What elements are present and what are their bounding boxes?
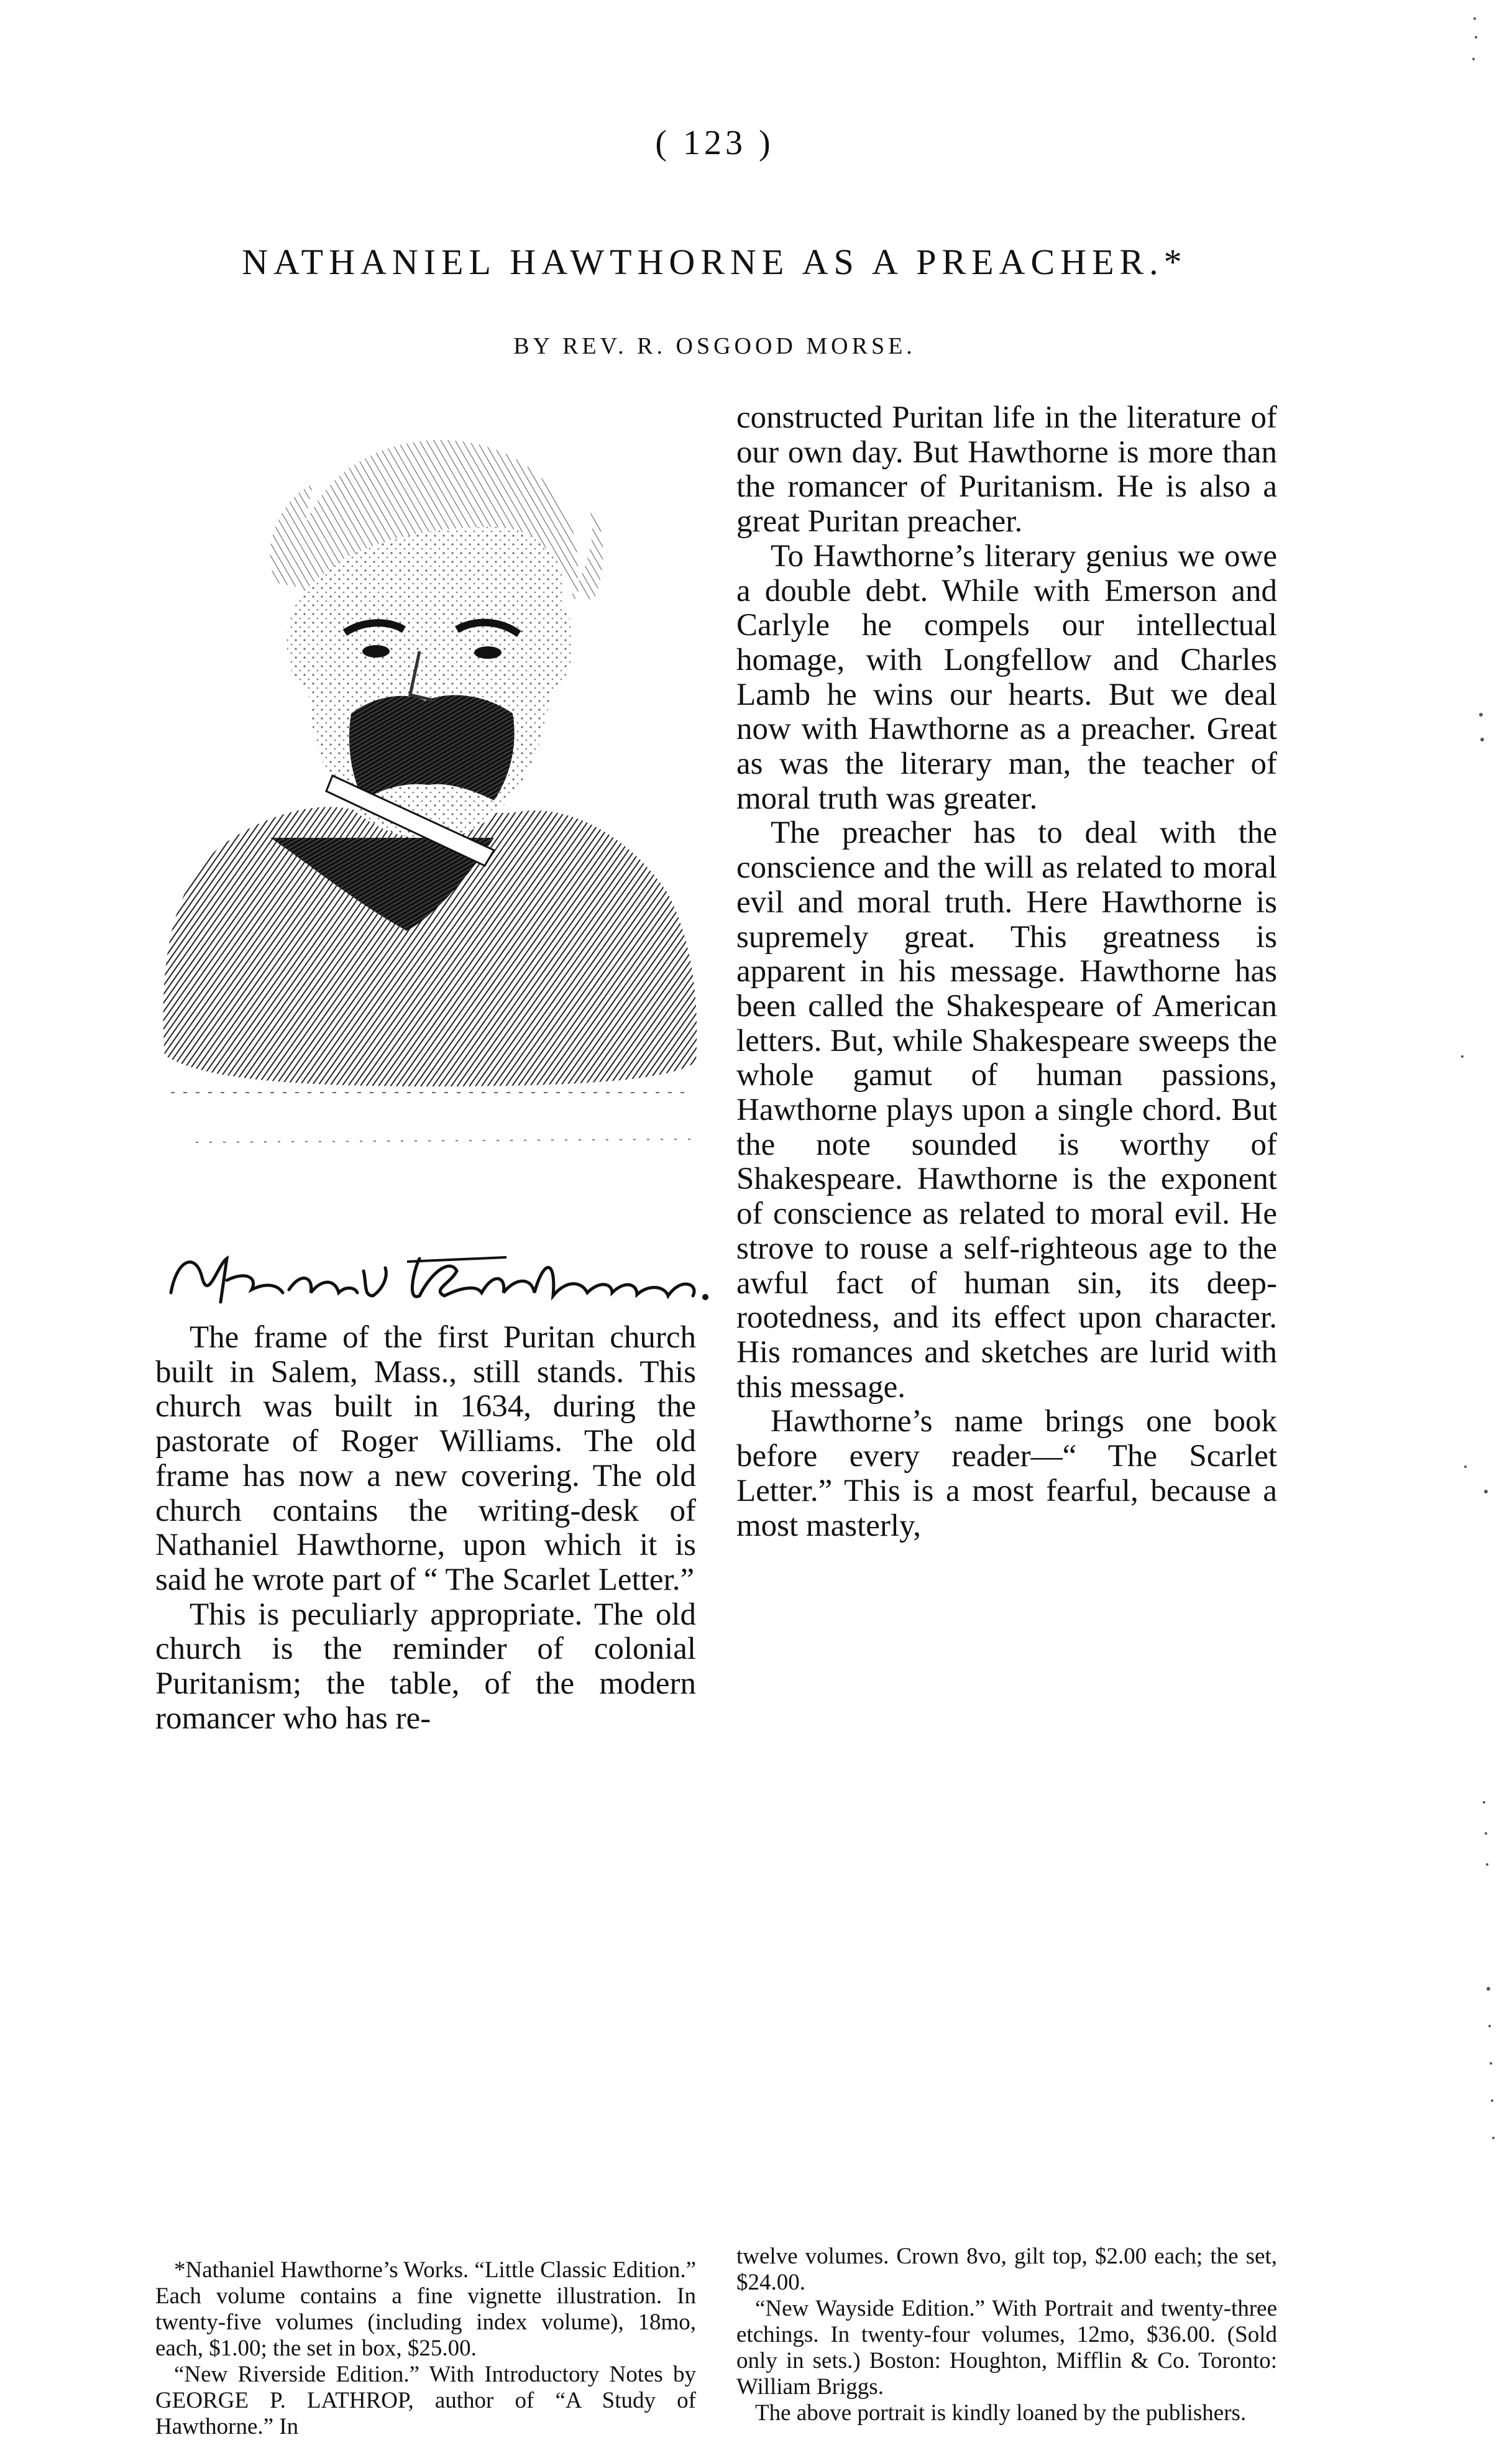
paragraph: This is peculiarly appropriate. The old church is the reminder of colonial Puritanism; the table, of the modern romancer who has re- xyxy=(155,1597,696,1736)
article-title: NATHANIEL HAWTHORNE AS A PREACHER.* xyxy=(242,242,1188,282)
paragraph: The preacher has to deal with the conscience and the will as related to moral evil and moral truth. Here Hawthorne is supremely great. This greatness is apparent in his message. Hawthorne has been called the Shakespeare of American letters. But, while Shakespeare sweeps the whole gamut of human passions, Hawthorne plays upon a single chord. But the note sounded is worthy of Shakespeare. Hawthorne is the exponent of conscience as related to moral evil. He strove to rouse a self-righteous age to the awful fact of human sin, its deep-rootedness, and its effect upon character. His romances and sketches are lurid with this message. xyxy=(736,815,1277,1405)
portrait-vignette xyxy=(163,440,697,1142)
footnote: “New Riverside Edition.” With Introductory Notes by GEORGE P. LATHROP, author of “A Study of Hawthorne.” In xyxy=(155,2362,696,2439)
paragraph: To Hawthorne’s literary genius we owe a double debt. While with Emerson and Carlyle he compels our intellectual homage, with Longfellow and Charles Lamb he wins our hearts. But we deal now with Hawthorne as a preacher. Great as was the literary man, the teacher of moral truth was greater. xyxy=(736,538,1277,816)
footnote: The above portrait is kindly loaned by the publishers. xyxy=(755,2400,1247,2426)
footnote: “New Wayside Edition.” With Portrait and twenty-three etchings. In twenty-four volumes, 12mo, $36.00. (Sold only in sets.) Boston: Houghton, Mifflin & Co. Toronto: William Briggs. xyxy=(736,2296,1277,2400)
footnote: *Nathaniel Hawthorne’s Works. “Little Classic Edition.” Each volume contains a fine vignette illustration. In twenty-five volumes (including index volume), 18mo, each, $1.00; the set in box, $25.00. xyxy=(155,2257,696,2361)
footnote: twelve volumes. Crown 8vo, gilt top, $2.00 each; the set, $24.00. xyxy=(736,2244,1277,2295)
footnotes-left xyxy=(155,2257,696,2440)
footnotes-right xyxy=(736,2244,1277,2426)
right-column-body xyxy=(736,401,1277,1543)
paragraph: constructed Puritan life in the literature of our own day. But Hawthorne is more than the romancer of Puritanism. He is also a great Puritan preacher. xyxy=(736,400,1277,539)
left-column-body xyxy=(155,1321,696,1736)
signature xyxy=(158,1234,718,1321)
paragraph: The frame of the first Puritan church built in Salem, Mass., still stands. This church was built in 1634, during the pastorate of Roger Williams. The old frame has now a new covering. The old church contains the writing-desk of Nathaniel Hawthorne, upon which it is said he wrote part of “ The Scarlet Letter.” xyxy=(155,1320,696,1597)
paragraph: Hawthorne’s name brings one book before every reader—“ The Scarlet Letter.” This is a most fearful, because a most masterly, xyxy=(736,1404,1277,1543)
portrait-engraving xyxy=(146,403,718,1229)
margin-speckles xyxy=(1437,0,1512,2189)
page-number: ( 123 ) xyxy=(655,124,774,162)
byline: BY REV. R. OSGOOD MORSE. xyxy=(513,333,916,359)
